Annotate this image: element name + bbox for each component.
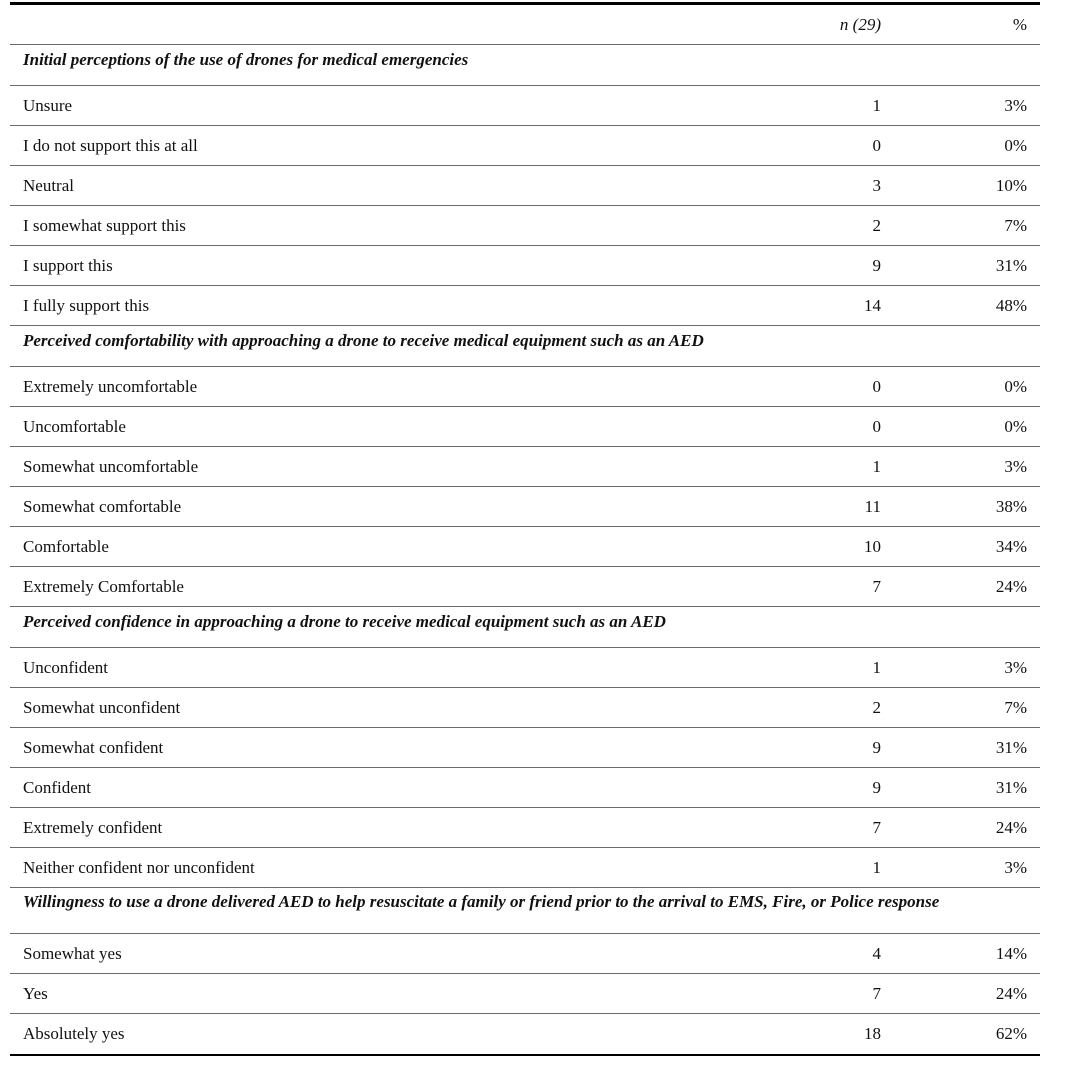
row-label: I support this <box>23 255 113 275</box>
row-label: Somewhat uncomfortable <box>23 456 199 476</box>
row-pct: 0% <box>1004 135 1027 155</box>
row-pct: 0% <box>1004 416 1027 436</box>
row-n: 7 <box>872 817 881 837</box>
row-label: Confident <box>23 777 91 797</box>
section-title: Initial perceptions of the use of drones for medical emergencies <box>23 50 469 69</box>
row-n: 1 <box>872 456 881 476</box>
table-row <box>10 567 1040 607</box>
row-pct: 31% <box>995 777 1027 797</box>
row-label: Comfortable <box>23 536 109 556</box>
table-row <box>10 407 1040 447</box>
row-label: I somewhat support this <box>23 215 186 235</box>
table-row <box>10 206 1040 246</box>
row-label: Extremely Comfortable <box>23 576 184 596</box>
table-row <box>10 768 1040 808</box>
row-n: 2 <box>872 215 881 235</box>
row-pct: 38% <box>995 496 1027 516</box>
row-n: 1 <box>872 95 881 115</box>
row-label: Unconfident <box>23 657 108 677</box>
row-pct: 62% <box>995 1024 1027 1043</box>
row-pct: 24% <box>995 983 1027 1003</box>
row-pct: 48% <box>995 295 1027 315</box>
row-label: I fully support this <box>23 295 150 315</box>
table-row <box>10 848 1040 888</box>
row-pct: 3% <box>1004 456 1027 476</box>
row-n: 7 <box>872 576 881 596</box>
row-n: 18 <box>864 1024 881 1043</box>
row-label: Somewhat yes <box>23 943 122 963</box>
section-title: Perceived confidence in approaching a drone to receive medical equipment such as an AED <box>23 612 666 631</box>
table-row <box>10 808 1040 848</box>
table-row <box>10 688 1040 728</box>
table-row <box>10 527 1040 567</box>
header-pct: % <box>1012 14 1027 34</box>
table-row <box>10 728 1040 768</box>
row-pct: 14% <box>995 943 1027 963</box>
row-n: 9 <box>872 255 881 275</box>
table-row <box>10 648 1040 688</box>
row-n: 9 <box>872 737 881 757</box>
table-row <box>10 246 1040 286</box>
row-pct: 7% <box>1004 697 1027 717</box>
row-pct: 10% <box>995 175 1027 195</box>
row-n: 14 <box>864 295 881 315</box>
row-n: 3 <box>872 175 881 195</box>
row-label: Absolutely yes <box>23 1024 125 1043</box>
table-row <box>10 1014 1040 1054</box>
row-label: Yes <box>23 983 48 1003</box>
table-bottom-rule <box>10 1054 1040 1056</box>
row-label: Uncomfortable <box>23 416 126 436</box>
row-label: Extremely uncomfortable <box>23 376 198 396</box>
section-title-row <box>10 326 1040 367</box>
row-pct: 24% <box>995 576 1027 596</box>
table-row <box>10 286 1040 326</box>
table-row <box>10 126 1040 166</box>
row-n: 11 <box>864 496 881 516</box>
section-title-row <box>10 888 1040 934</box>
table-row <box>10 166 1040 206</box>
survey-table <box>10 2 1040 1056</box>
row-pct: 24% <box>995 817 1027 837</box>
row-n: 2 <box>872 697 881 717</box>
row-n: 7 <box>872 983 881 1003</box>
row-label: Unsure <box>23 95 73 115</box>
table-header-row <box>10 5 1040 45</box>
row-n: 0 <box>872 135 881 155</box>
section-title-row <box>10 45 1040 86</box>
table-row <box>10 86 1040 126</box>
row-label: Somewhat confident <box>23 737 164 757</box>
row-n: 1 <box>872 857 881 877</box>
row-pct: 3% <box>1004 657 1027 677</box>
section-title: Perceived comfortability with approaching a drone to receive medical equipment such as an AED <box>23 331 704 350</box>
row-n: 0 <box>872 376 881 396</box>
row-pct: 3% <box>1004 857 1027 877</box>
row-pct: 3% <box>1004 95 1027 115</box>
row-pct: 7% <box>1004 215 1027 235</box>
row-pct: 31% <box>995 255 1027 275</box>
row-pct: 31% <box>995 737 1027 757</box>
row-n: 0 <box>872 416 881 436</box>
row-label: Extremely confident <box>23 817 163 837</box>
header-n: n (29) <box>839 14 881 34</box>
row-label: Somewhat comfortable <box>23 496 182 516</box>
row-label: I do not support this at all <box>23 135 198 155</box>
row-n: 10 <box>864 536 881 556</box>
table-row <box>10 487 1040 527</box>
table-row <box>10 974 1040 1014</box>
section-title-row <box>10 607 1040 648</box>
row-label: Neutral <box>23 175 74 195</box>
row-label: Neither confident nor unconfident <box>23 857 255 877</box>
table-row <box>10 934 1040 974</box>
section-title: Willingness to use a drone delivered AED to help resuscitate a family or friend prior to the arrival to EMS, Fire, or Police response <box>23 892 940 911</box>
row-n: 4 <box>872 943 881 963</box>
row-n: 9 <box>872 777 881 797</box>
table-row <box>10 447 1040 487</box>
row-label: Somewhat unconfident <box>23 697 181 717</box>
row-pct: 34% <box>995 536 1027 556</box>
row-pct: 0% <box>1004 376 1027 396</box>
row-n: 1 <box>872 657 881 677</box>
table-row <box>10 367 1040 407</box>
